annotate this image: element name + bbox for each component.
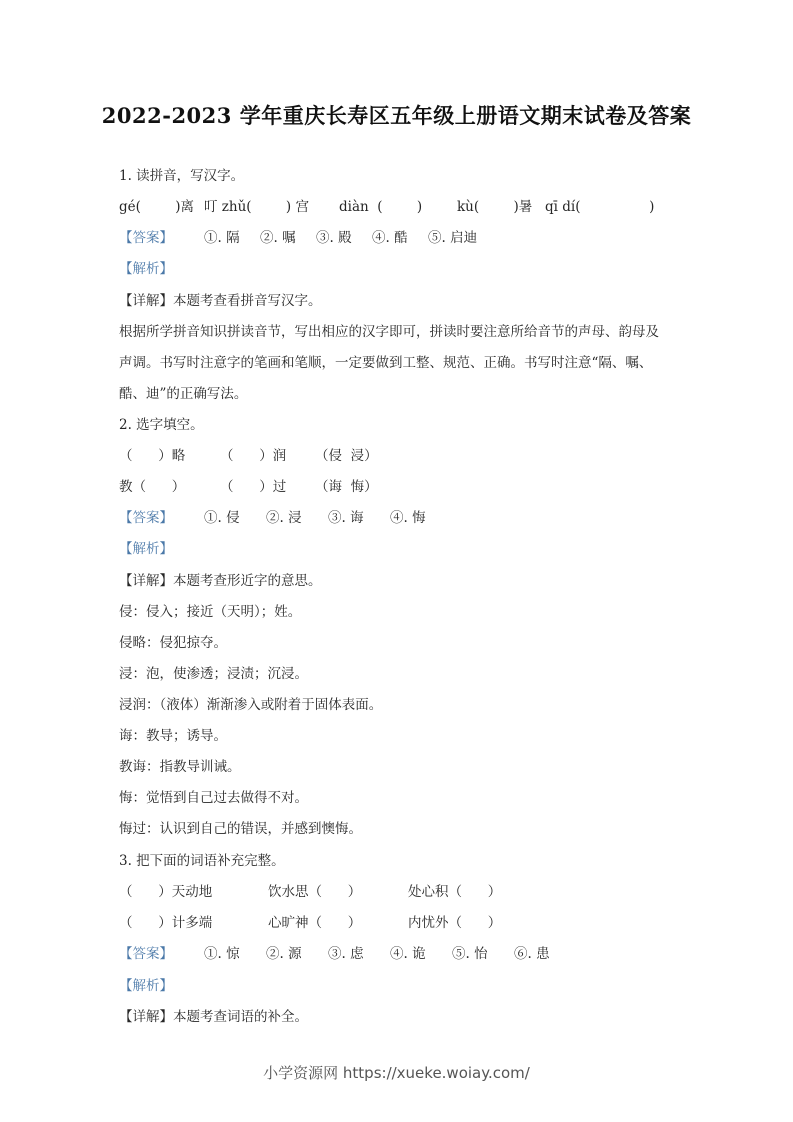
document-title: 2022-2023 学年重庆长寿区五年级上册语文期末试卷及答案 xyxy=(101,103,692,128)
pinyin-item: 叮 zhǔ( ) 宫 xyxy=(204,199,309,215)
detail-line: 诲：教导；诱导。 xyxy=(119,728,227,744)
question-3-prompt: 3. 把下面的词语补充完整。 xyxy=(119,853,285,869)
answer-item: ④. 酷 xyxy=(372,230,408,246)
detail-line: 【详解】本题考查看拼音写汉字。 xyxy=(119,293,322,309)
fill-item: （ ）天动地 xyxy=(119,884,213,900)
answer-item: ②. 浸 xyxy=(266,510,302,526)
detail-line: 侵：侵入；接近（天明）；姓。 xyxy=(119,604,302,620)
pinyin-item: diàn ( ) xyxy=(339,199,423,215)
question-2-prompt: 2. 选字填空。 xyxy=(119,417,204,433)
question-1-prompt: 1. 读拼音，写汉字。 xyxy=(119,168,245,184)
question-1-pinyin-line xyxy=(0,198,793,216)
answer-label: 【答案】 xyxy=(119,510,173,526)
pinyin-item: kù( )暑 xyxy=(457,199,533,215)
answer-item: ④. 悔 xyxy=(390,510,426,526)
answer-item: ①. 惊 xyxy=(204,946,240,962)
question-1-answer-line xyxy=(0,229,793,247)
pinyin-item: qī dí( ) xyxy=(545,199,655,215)
question-2-answer-line xyxy=(0,509,793,527)
choice-group: （侵 浸） xyxy=(315,448,378,464)
detail-line: 根据所学拼音知识拼读音节，写出相应的汉字即可，拼读时要注意所给音节的声母、韵母及 xyxy=(119,324,659,340)
answer-item: ⑥. 患 xyxy=(514,946,550,962)
pinyin-item: gé( )离 xyxy=(119,199,194,215)
fill-item: 内忧外（ ） xyxy=(408,915,502,931)
detail-line: 悔：觉悟到自己过去做得不对。 xyxy=(119,790,308,806)
fill-item: 教（ ） xyxy=(119,479,186,495)
fill-item: 饮水思（ ） xyxy=(268,884,362,900)
answer-label: 【答案】 xyxy=(119,946,173,962)
fill-item: （ ）过 xyxy=(220,479,287,495)
detail-line: 浸：泡，使渗透；浸渍；沉浸。 xyxy=(119,666,308,682)
analysis-label: 【解析】 xyxy=(119,978,173,994)
answer-item: ②. 嘱 xyxy=(260,230,296,246)
answer-item: ⑤. 怡 xyxy=(452,946,488,962)
question-3-row-1 xyxy=(0,883,793,901)
answer-item: ③. 诲 xyxy=(328,510,364,526)
detail-line: 浸润：（液体）渐渐渗入或附着于固体表面。 xyxy=(119,697,383,713)
answer-item: ④. 诡 xyxy=(390,946,426,962)
answer-label: 【答案】 xyxy=(119,230,173,246)
question-2-row-1 xyxy=(0,447,793,465)
answer-item: ①. 隔 xyxy=(204,230,240,246)
detail-line: 悔过：认识到自己的错误，并感到懊悔。 xyxy=(119,821,362,837)
fill-item: （ ）计多端 xyxy=(119,915,213,931)
detail-line: 【详解】本题考查形近字的意思。 xyxy=(119,573,322,589)
fill-item: 处心积（ ） xyxy=(408,884,502,900)
detail-line: 酷、迪”的正确写法。 xyxy=(119,386,248,402)
answer-item: ③. 殿 xyxy=(316,230,352,246)
analysis-label: 【解析】 xyxy=(119,261,173,277)
question-3-answer-line xyxy=(0,945,793,963)
fill-item: （ ）略 xyxy=(119,448,186,464)
question-3-row-2 xyxy=(0,914,793,932)
analysis-label: 【解析】 xyxy=(119,541,173,557)
choice-group: （诲 悔） xyxy=(315,479,378,495)
detail-line: 声调。书写时注意字的笔画和笔顺，一定要做到工整、规范、正确。书写时注意“隔、嘱、 xyxy=(119,355,653,371)
answer-item: ⑤. 启迪 xyxy=(428,230,478,246)
fill-item: 心旷神（ ） xyxy=(268,915,362,931)
detail-line: 【详解】本题考查词语的补全。 xyxy=(119,1009,308,1025)
answer-item: ②. 源 xyxy=(266,946,302,962)
detail-line: 侵略：侵犯掠夺。 xyxy=(119,635,227,651)
answer-item: ③. 虑 xyxy=(328,946,364,962)
footer-watermark: 小学资源网 https://xueke.woiay.com/ xyxy=(263,1064,530,1082)
question-2-row-2 xyxy=(0,478,793,496)
detail-line: 教诲：指教导训诫。 xyxy=(119,759,241,775)
answer-item: ①. 侵 xyxy=(204,510,240,526)
fill-item: （ ）润 xyxy=(220,448,287,464)
